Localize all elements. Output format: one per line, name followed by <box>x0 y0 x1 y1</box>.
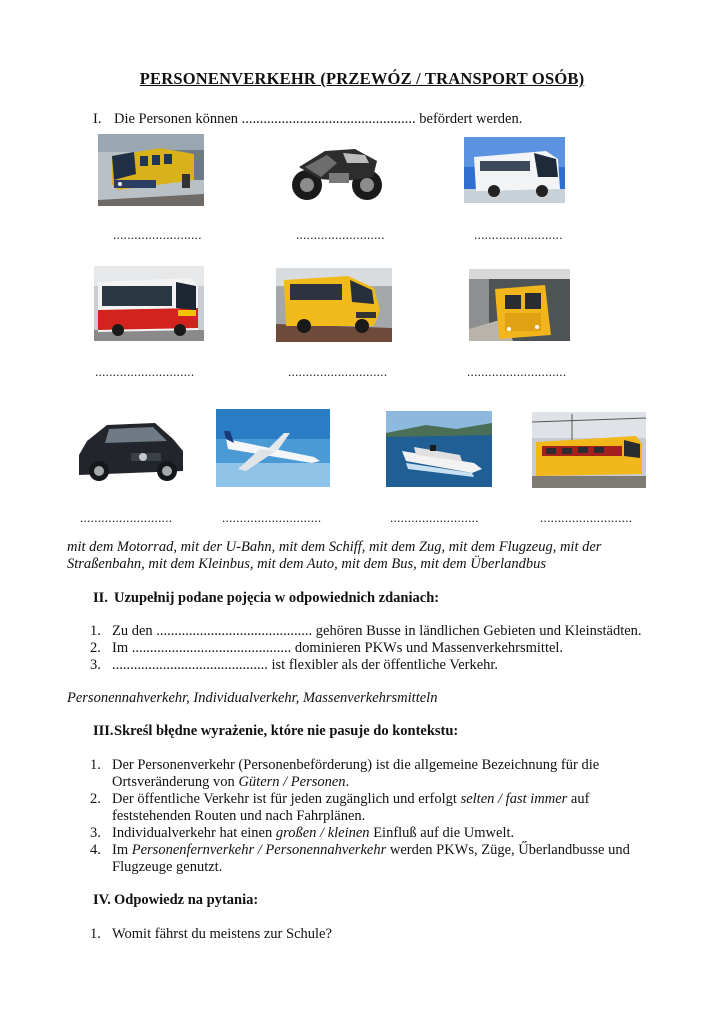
airplane-photo <box>216 409 330 487</box>
section4-item-1 <box>90 926 332 943</box>
section2-heading-text: Uzupełnij podane pojęcia w odpowiednich zdaniach: <box>114 590 440 606</box>
car-photo <box>73 405 188 486</box>
answer-bank-line2: Straßenbahn, mit dem Kleinbus, mit dem Auto, mit dem Bus, mit dem Überlandbus <box>67 556 547 572</box>
coach-bus-photo <box>464 137 565 203</box>
item-number: 2. <box>90 640 101 656</box>
item-number: 1. <box>90 926 101 942</box>
section3-item-4 <box>90 842 630 859</box>
section3-item-1 <box>90 757 599 774</box>
blank-row3-4: .......................... <box>540 510 633 525</box>
item-text: Individualverkehr hat einen <box>112 825 276 841</box>
blank-row3-3: ......................... <box>390 510 479 525</box>
item-text: ........................................... ist flexibler als der öffentliche Verkehr. <box>112 657 499 673</box>
item-text: Womit fährst du meistens zur Schule? <box>112 926 332 942</box>
section2-heading <box>93 590 439 607</box>
blank-row1-2: ......................... <box>296 227 385 242</box>
item-option: großen / kleinen <box>275 825 370 841</box>
section3-item-2-cont: feststehenden Routen und nach Fahrplänen. <box>112 808 366 824</box>
section4-heading-text: Odpowiedz na pytania: <box>114 892 259 908</box>
item-text: Einfluß auf die Umwelt. <box>369 825 515 841</box>
blank-row2-2: ............................ <box>288 364 388 379</box>
section1-prompt <box>93 111 522 128</box>
section2-numeral: II. <box>93 590 108 606</box>
page-title: PERSONENVERKEHR (PRZEWÓZ / TRANSPORT OSÓB) <box>139 69 585 88</box>
city-bus-photo <box>94 266 204 341</box>
item-text: Im <box>112 842 132 858</box>
section1-prompt-text: Die Personen können ................................................ befördert werden. <box>114 111 523 127</box>
item-text: Im ............................................ dominieren PKWs und Massenverkehrsmittel. <box>112 640 564 656</box>
section3-item-1-cont <box>112 774 349 791</box>
blank-row1-1: ......................... <box>113 227 202 242</box>
tram-photo <box>532 412 646 488</box>
item-number: 4. <box>90 842 101 858</box>
item-number: 2. <box>90 791 101 807</box>
section2-item-3 <box>90 657 498 674</box>
item-option: Gütern / Personen <box>238 774 346 790</box>
section3-item-4-cont: Flugzeuge genutzt. <box>112 859 223 875</box>
section2-item-2 <box>90 640 563 657</box>
minibus-photo <box>276 268 392 342</box>
item-number: 1. <box>90 623 101 639</box>
blank-row3-2: ............................ <box>222 510 322 525</box>
answer-bank-line1: mit dem Motorrad, mit der U-Bahn, mit dem Schiff, mit dem Zug, mit dem Flugzeug, mit der <box>67 539 602 555</box>
section3-numeral: III. <box>93 723 114 739</box>
item-number: 1. <box>90 757 101 773</box>
item-text: Ortsveränderung von <box>112 774 239 790</box>
item-option: selten / fast immer <box>460 791 568 807</box>
item-text: Der Personenverkehr (Personenbeförderung) ist die allgemeine Bezeichnung für die <box>112 757 600 773</box>
item-text: Zu den ........................................... gehören Busse in ländlichen Gebieten und Kleinstädten. <box>112 623 642 639</box>
section1-numeral: I. <box>93 111 102 127</box>
section3-heading <box>93 723 458 740</box>
section3-item-3 <box>90 825 514 842</box>
blank-row2-3: ............................ <box>467 364 567 379</box>
motorcycle-photo <box>285 133 388 205</box>
item-text: . <box>345 774 350 790</box>
train-photo <box>98 134 204 206</box>
item-option: Personenfernverkehr / Personennahverkehr <box>131 842 387 858</box>
section4-numeral: IV. <box>93 892 111 908</box>
item-text: werden PKWs, Züge, Űberlandbusse und <box>386 842 630 858</box>
section2-terms: Personennahverkehr, Individualverkehr, Massenverkehrsmitteln <box>67 690 438 706</box>
section2-item-1 <box>90 623 642 640</box>
subway-train-photo <box>469 269 570 341</box>
item-number: 3. <box>90 825 101 841</box>
cruise-ship-photo <box>386 411 492 487</box>
blank-row1-3: ......................... <box>474 227 563 242</box>
blank-row3-1: .......................... <box>80 510 173 525</box>
item-text: Der öffentliche Verkehr ist für jeden zugänglich und erfolgt <box>112 791 461 807</box>
section3-item-2 <box>90 791 589 808</box>
section4-heading <box>93 892 258 909</box>
item-text: auf <box>567 791 590 807</box>
blank-row2-1: ............................ <box>95 364 195 379</box>
section3-heading-text: Skreśl błędne wyrażenie, które nie pasuje do kontekstu: <box>114 723 459 739</box>
item-number: 3. <box>90 657 101 673</box>
